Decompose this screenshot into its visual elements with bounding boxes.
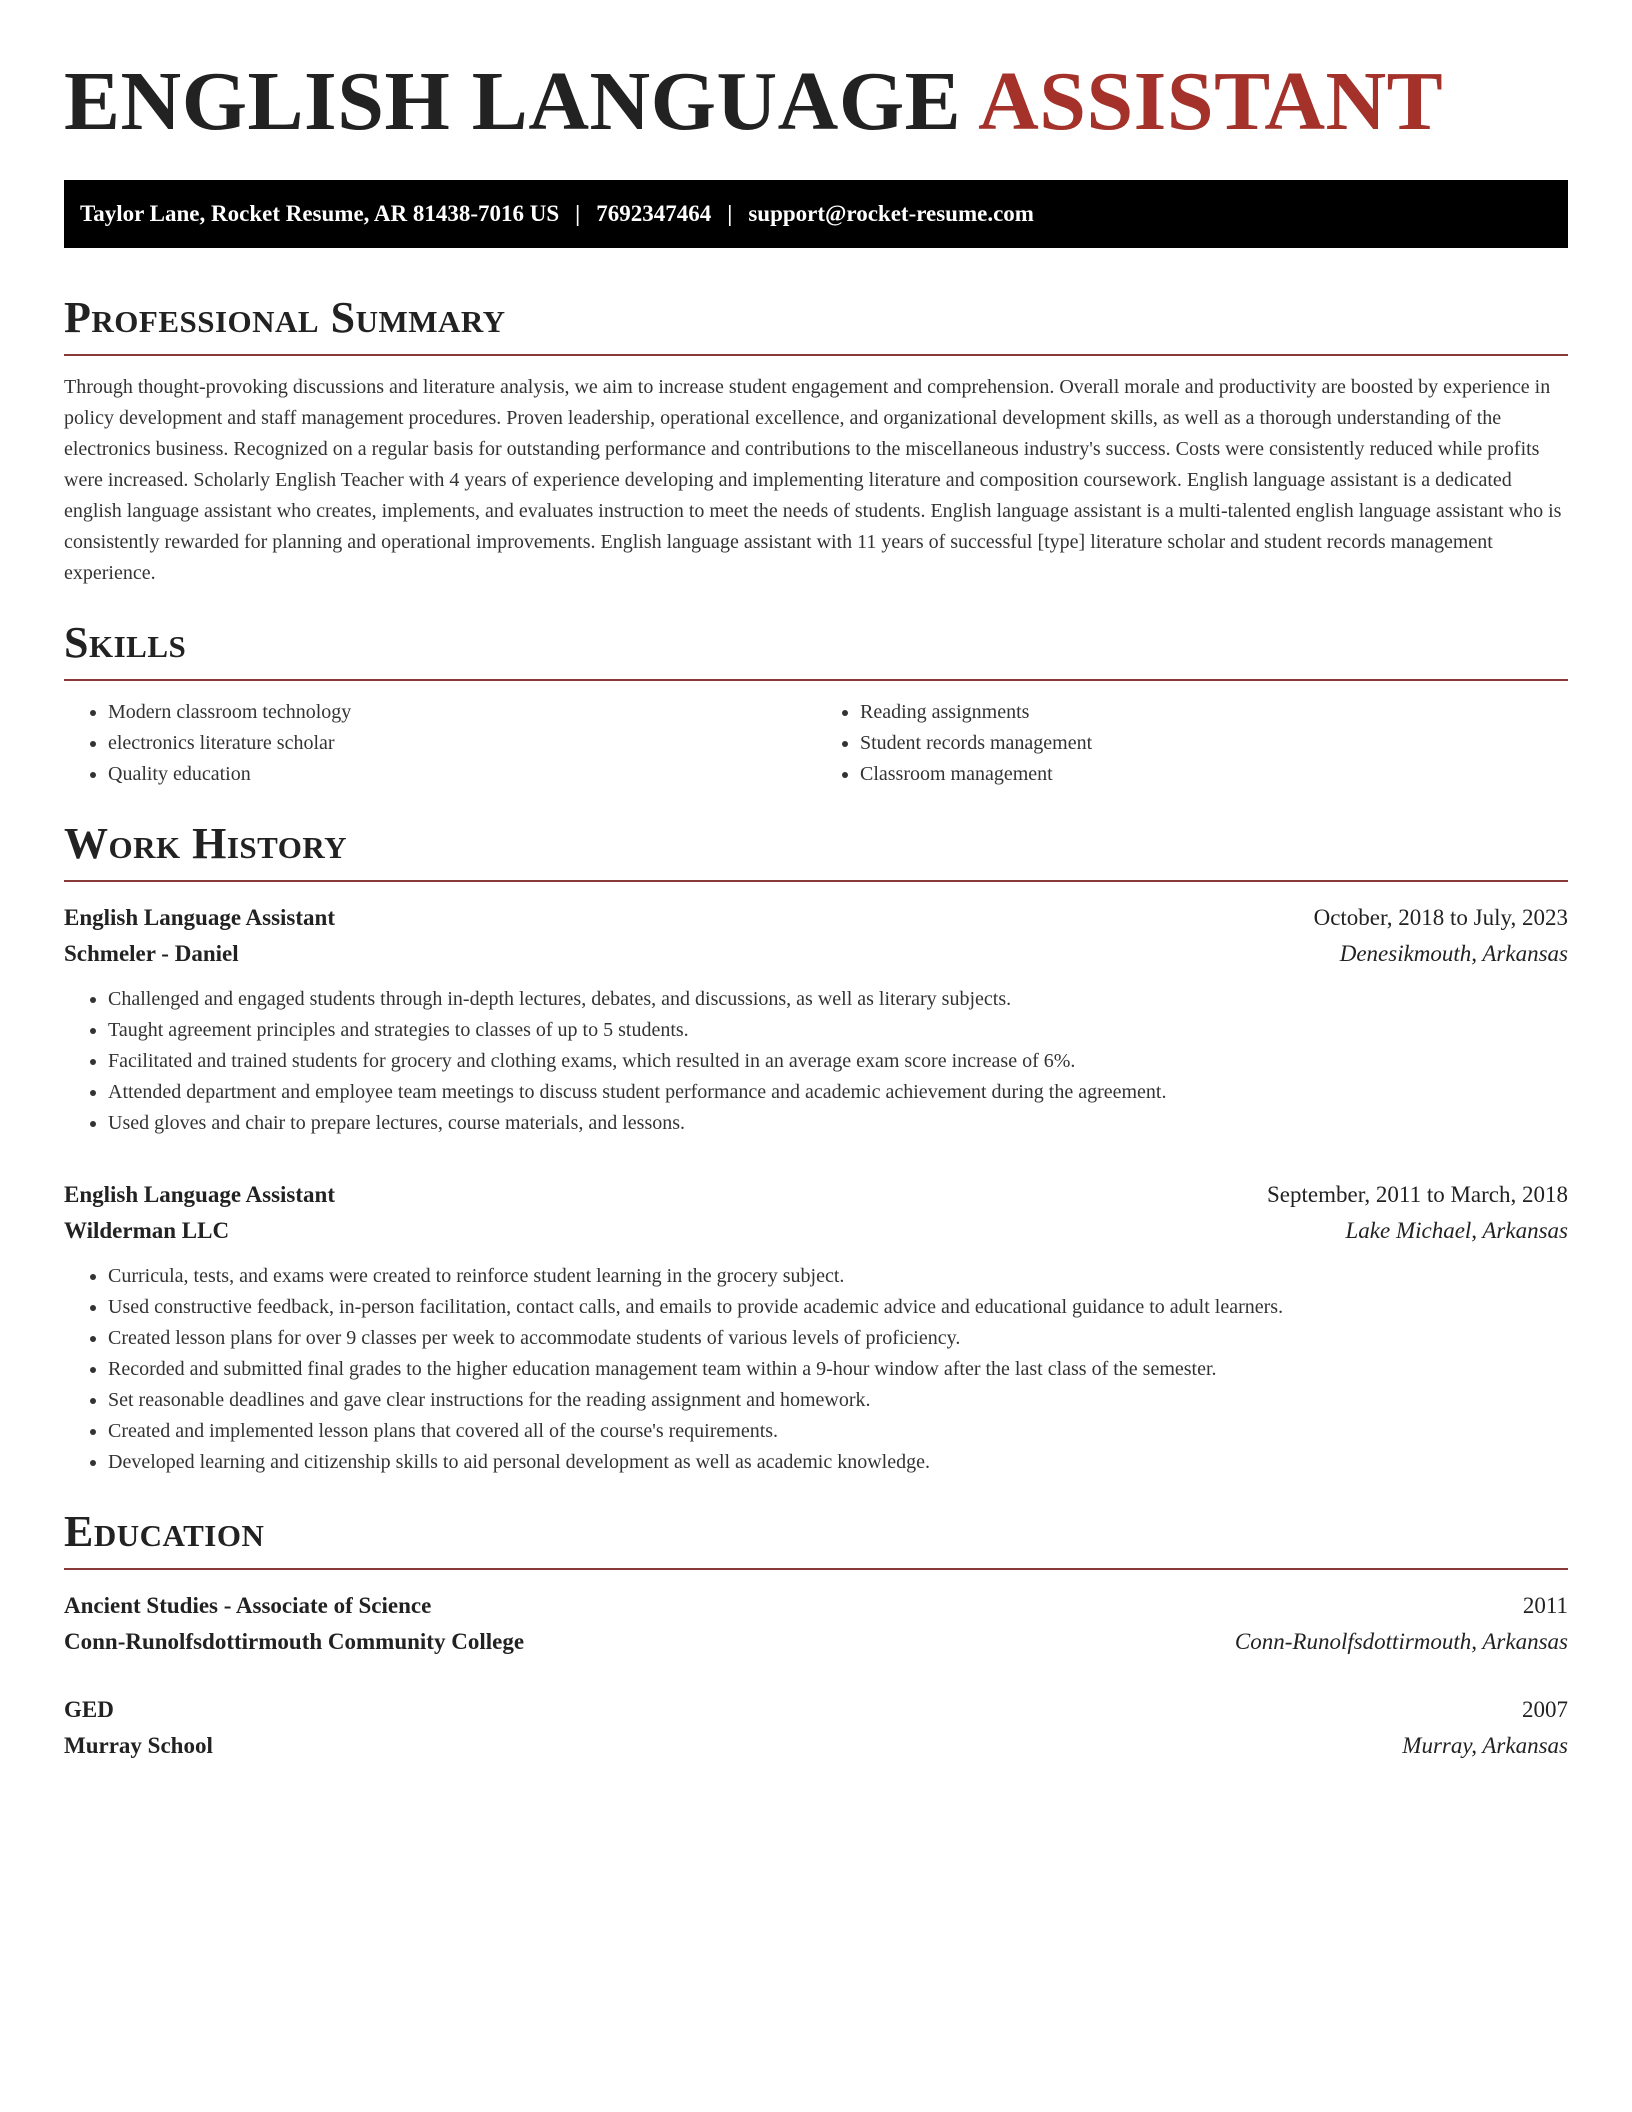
job-company-row (64, 1213, 1568, 1249)
skill-item: • Classroom management (860, 759, 1568, 790)
education-header-row (64, 1588, 1568, 1624)
skills-heading: Skills (64, 617, 1568, 681)
job-bullet: • Attended department and employee team meetings to discuss student performance and academic achievement during the agreement. (108, 1077, 1568, 1108)
skill-item: • Student records management (860, 728, 1568, 759)
job-bullet: • Curricula, tests, and exams were created to reinforce student learning in the grocery subject. (108, 1261, 1568, 1292)
contact-email: support@rocket-resume.com (748, 201, 1034, 226)
title-main: ENGLISH LANGUAGE (64, 55, 962, 148)
education-year: 2011 (1522, 1593, 1568, 1618)
education-header-row (64, 1692, 1568, 1728)
job-bullet: • Challenged and engaged students through in-depth lectures, debates, and discussions, as well as literary subjects. (108, 984, 1568, 1015)
job-bullet: • Used gloves and chair to prepare lectures, course materials, and lessons. (108, 1108, 1568, 1139)
resume-title (64, 52, 1568, 152)
education-degree: Ancient Studies - Associate of Science (64, 1593, 432, 1618)
job-dates: September, 2011 to March, 2018 (1267, 1182, 1568, 1207)
job-entry (64, 900, 1568, 1139)
job-location: Lake Michael, Arkansas (1345, 1218, 1568, 1243)
job-company: Wilderman LLC (64, 1218, 230, 1243)
skill-item: • Reading assignments (860, 697, 1568, 728)
skills-column-left (64, 697, 816, 790)
job-location: Denesikmouth, Arkansas (1339, 941, 1568, 966)
contact-address: Taylor Lane, Rocket Resume, AR 81438-7016 US (80, 201, 560, 226)
job-header-row (64, 1177, 1568, 1213)
contact-bar (64, 180, 1568, 248)
job-bullet: • Created lesson plans for over 9 classes per week to accommodate students of various levels of proficiency. (108, 1323, 1568, 1354)
job-bullet: • Recorded and submitted final grades to the higher education management team within a 9-hour window after the last class of the semester. (108, 1354, 1568, 1385)
education-location: Conn-Runolfsdottirmouth, Arkansas (1234, 1629, 1568, 1654)
contact-separator: | (727, 201, 733, 226)
education-school-row (64, 1624, 1568, 1660)
education-school-row (64, 1728, 1568, 1764)
job-bullet: • Developed learning and citizenship skills to aid personal development as well as academic knowledge. (108, 1447, 1568, 1478)
title-accent: ASSISTANT (978, 55, 1444, 148)
skills-list (64, 697, 1568, 790)
job-header-row (64, 900, 1568, 936)
job-bullet: • Set reasonable deadlines and gave clear instructions for the reading assignment and homework. (108, 1385, 1568, 1416)
education-heading: Education (64, 1506, 1568, 1570)
job-bullets (64, 984, 1568, 1139)
summary-text: Through thought-provoking discussions and literature analysis, we aim to increase student engagement and comprehension. Overall morale and productivity are boosted by experience in policy development and staff management procedures. Proven leadership, operational excellence, and organizational development skills, as well as a thorough understanding of the electronics business. Recognized on a regular basis for outstanding performance and contributions to the miscellaneous industry's success. Costs were consistently reduced while profits were increased. Scholarly English Teacher with 4 years of experience developing and implementing literature and composition coursework. English language assistant is a dedicated english language assistant who creates, implements, and evaluates instruction to meet the needs of students. English language assistant is a multi-talented english language assistant who is consistently rewarded for planning and operational improvements. English language assistant with 11 years of successful [type] literature scholar and student records management experience. (64, 376, 1562, 584)
contact-phone: 7692347464 (596, 201, 712, 226)
summary-heading: Professional Summary (64, 292, 1568, 356)
job-entry (64, 1177, 1568, 1478)
job-bullets (64, 1261, 1568, 1478)
skill-item: • Modern classroom technology (108, 697, 816, 728)
skill-item: • electronics literature scholar (108, 728, 816, 759)
job-title: English Language Assistant (64, 1182, 335, 1207)
education-school: Conn-Runolfsdottirmouth Community College (64, 1629, 525, 1654)
job-company-row (64, 936, 1568, 972)
job-title: English Language Assistant (64, 905, 335, 930)
job-bullet: • Facilitated and trained students for grocery and clothing exams, which resulted in an average exam score increase of 6%. (108, 1046, 1568, 1077)
work-heading: Work History (64, 818, 1568, 882)
education-year: 2007 (1522, 1697, 1568, 1722)
education-school: Murray School (64, 1733, 213, 1758)
job-dates: October, 2018 to July, 2023 (1313, 905, 1568, 930)
education-entry (64, 1692, 1568, 1764)
job-bullet: • Taught agreement principles and strategies to classes of up to 5 students. (108, 1015, 1568, 1046)
job-company: Schmeler - Daniel (64, 941, 239, 966)
education-entry (64, 1588, 1568, 1660)
skills-column-right (816, 697, 1568, 790)
contact-separator: | (575, 201, 581, 226)
job-bullet: • Used constructive feedback, in-person facilitation, contact calls, and emails to provide academic advice and educational guidance to adult learners. (108, 1292, 1568, 1323)
education-degree: GED (64, 1697, 114, 1722)
job-bullet: • Created and implemented lesson plans that covered all of the course's requirements. (108, 1416, 1568, 1447)
education-location: Murray, Arkansas (1402, 1733, 1568, 1758)
skill-item: • Quality education (108, 759, 816, 790)
